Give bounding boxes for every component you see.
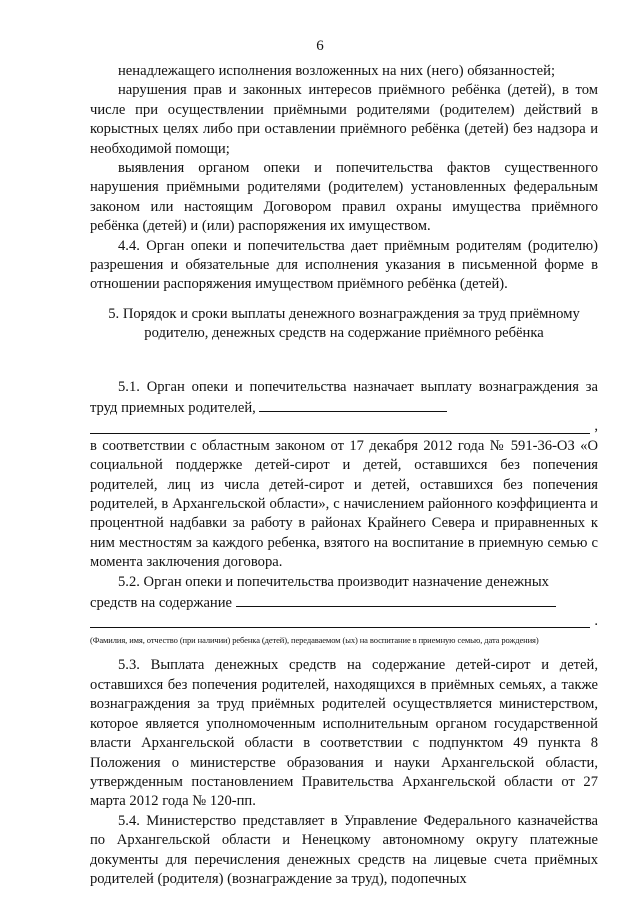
paragraph-rights-violation: нарушения прав и законных интересов приёмного ребёнка (детей), в том числе при осуществлении приёмными родителями (родителем) действий в корыстных целях либо при оставлении приёмного ребёнка (детей) без надзора и необходимой помощи; xyxy=(90,82,598,157)
paragraph-5-3: 5.3. Выплата денежных средств на содержание детей-сирот и детей, оставшихся без попечения родителей, находящихся в приёмных семьях, а также вознаграждения за труд приёмных родителей осуществляется министерством, которое является уполномоченным исполнительным органом государственной власти Архангельской области в соответствии с подпунктом 49 пункта 8 Положения о министерстве образования и науки Архангельской области, утвержденным постановлением Правительства Архангельской области от 27 марта 2012 года № 120-пп. xyxy=(90,657,598,810)
paragraph-5-2-text: средств на содержание xyxy=(90,595,233,612)
paragraph-4-4: 4.4. Орган опеки и попечительства дает приёмным родителям (родителю) разрешения и обязательные для исполнения указания в письменной форме в отношении распоряжения имуществом приёмного ребёнка (детей). xyxy=(90,237,598,293)
maintenance-blank-inline[interactable] xyxy=(236,592,556,607)
top-block xyxy=(90,62,598,295)
blank-line-period: . xyxy=(594,613,598,630)
remuneration-blank-inline[interactable] xyxy=(259,397,447,412)
paragraph-5-1-text: 5.1. Орган опеки и попечительства назначает выплату вознаграждения за труд приемных родителей, xyxy=(90,379,598,417)
paragraph-5-1-start xyxy=(90,378,598,419)
paragraph-property-violation: выявления органом опеки и попечительства фактов существенного нарушения приёмными родителями (родителем) установленных федеральным законом или настоящим Договором правил охраны имущества приёмного ребёнка (детей) и (или) распоряжения их имуществом. xyxy=(90,160,598,235)
section-5-heading-block xyxy=(90,305,598,344)
blank-line-comma: , xyxy=(594,418,598,435)
paragraph-improper-performance: ненадлежащего исполнения возложенных на них (него) обязанностей; xyxy=(118,63,556,79)
section-5-heading: 5. Порядок и сроки выплаты денежного вознаграждения за труд приёмному родителю, денежных средств на содержание приёмного ребёнка xyxy=(108,306,580,342)
blank-caption: (Фамилия, имя, отчество (при наличии) ребенка (детей), передаваемом (ых) на воспитание в приемную семью, дата рождения) xyxy=(90,635,539,646)
paragraph-5-4: 5.4. Министерство представляет в Управление Федерального казначейства по Архангельской области и Ненецкому автономному округу платежные документы для перечисления денежных средств на лицевые счета приёмных родителей (родителя) (вознаграждение за труд), подопечных xyxy=(90,812,598,887)
maintenance-blank-line[interactable] xyxy=(90,613,598,631)
paragraph-5-1-rest: в соответствии с областным законом от 17 декабря 2012 года № 591-36-ОЗ «О социальной поддержке детей-сирот и детей, оставшихся без попечения родителей, лиц из числа детей-сирот и детей, оставшихся без попечения родителей, в Архангельской области», с начислением районного коэффициента и процентной надбавки за работу в районах Крайнего Севера и приравненных к ним местностям за каждого ребенка, взятого на воспитание в приемную семью с момента заключения договора. xyxy=(90,437,598,571)
section-5-body xyxy=(90,378,598,889)
remuneration-blank-line[interactable] xyxy=(90,419,598,437)
paragraph-5-2-line1: 5.2. Орган опеки и попечительства производит назначение денежных xyxy=(118,573,549,590)
paragraph-5-2-line2 xyxy=(90,592,598,613)
page-number: 6 xyxy=(316,38,324,54)
